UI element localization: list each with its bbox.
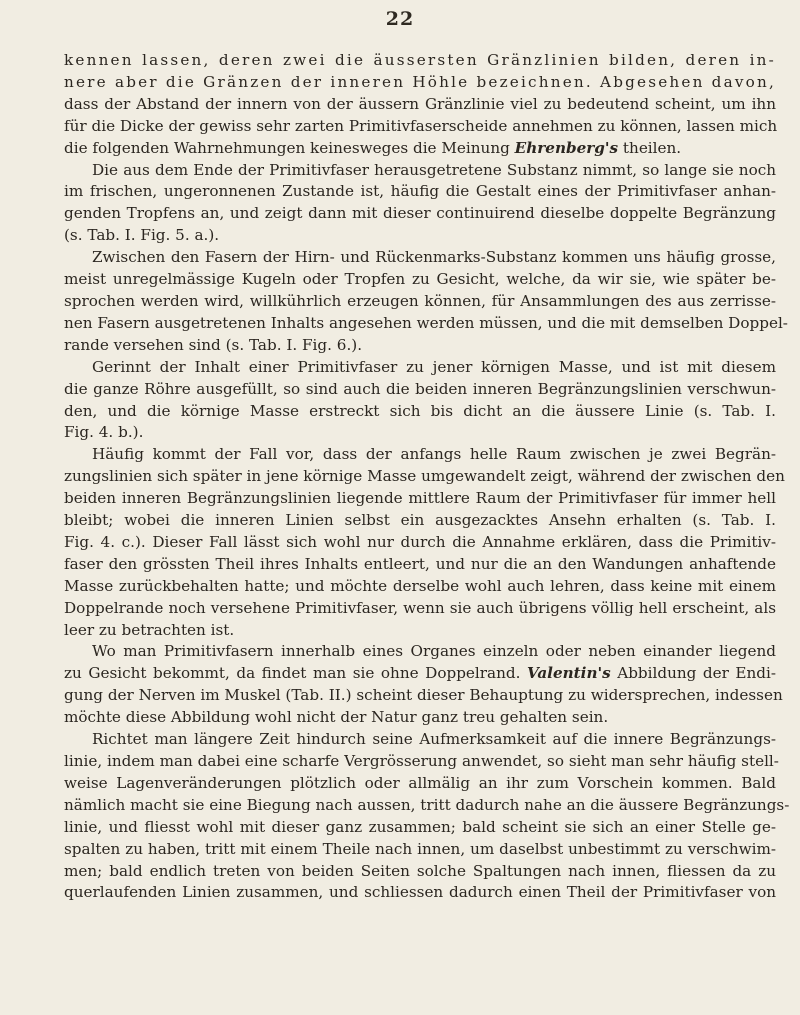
text-line: gung der Nerven im Muskel (Tab. II.) scheint dieser Behauptung zu widersprechen, indessen [64,686,783,705]
text-line: querlaufenden Linien zusammen, und schliessen dadurch einen Theil der Primitivfaser von [64,883,776,902]
text-line: nämlich macht sie eine Biegung nach aussen, tritt dadurch nahe an die äussere Begränzungs- [64,795,790,814]
text-line: sprochen werden wird, willkührlich erzeugen können, für Ansammlungen des aus zerrisse- [64,291,776,310]
text-line: men; bald endlich treten von beiden Seiten solche Spaltungen nach innen, fliessen da zu [64,861,776,880]
text-line: den, und die körnige Masse erstreckt sich bis dicht an die äussere Linie (s. Tab. I. [64,401,776,420]
text-line: genden Tropfens an, und zeigt dann mit dieser continuirend dieselbe doppelte Begränzung [64,204,776,223]
text-line: Masse zurückbehalten hatte; und möchte derselbe wohl auch lehren, dass keine mit einem [64,576,776,595]
text-line: Zwischen den Fasern der Hirn- und Rückenmarks-Substanz kommen uns häufig grosse, [92,248,776,267]
text-segment: die folgenden Wahrnehmungen keinesweges die Meinung [64,138,515,157]
text-segment: Abbildung der Endi- [610,664,776,683]
text-line: dass der Abstand der innern von der äussern Gränzlinie viel zu bedeutend scheint, um ihn [64,94,776,113]
text-line: faser den grössten Theil ihres Inhalts entleert, und nur die an den Wandungen anhaftende [64,554,776,573]
text-line: bleibt; wobei die inneren Linien selbst ein ausgezacktes Ansehn erhalten (s. Tab. I. [64,511,776,530]
text-line: Die aus dem Ende der Primitivfaser herausgetretene Substanz nimmt, so lange sie noch [92,160,776,179]
text-line: die ganze Röhre ausgefüllt, so sind auch die beiden inneren Begränzungslinien verschwun- [64,379,776,398]
text-line: linie, und fliesst wohl mit dieser ganz zusammen; bald scheint sie sich an einer Stelle ge- [64,817,776,836]
text-line: Wo man Primitivfasern innerhalb eines Organes einzeln oder neben einander liegend [92,642,776,661]
text-line: Fig. 4. c.). Dieser Fall lässt sich wohl nur durch die Annahme erklären, dass die Primitiv- [64,532,776,551]
text-line: zungslinien sich später in jene körnige Masse umgewandelt zeigt, während der zwischen den [64,467,785,486]
text-segment: theilen. [618,138,682,157]
text-line: nere aber die Gränzen der inneren Höhle bezeichnen. Abgesehen davon, [64,72,776,91]
text-line: beiden inneren Begränzungslinien liegende mittlere Raum der Primitivfaser für immer hell [64,489,776,508]
body-text [64,50,790,904]
text-line: weise Lagenveränderungen plötzlich oder allmälig an ihr zum Vorschein kommen. Bald [64,773,776,792]
text-line: spalten zu haben, tritt mit einem Theile nach innen, um daselbst unbestimmt zu verschwim- [64,839,776,858]
text-line: für die Dicke der gewiss sehr zarten Primitivfaserscheide annehmen zu können, lassen mich [64,116,778,135]
text-line [64,663,776,685]
text-line [64,138,776,160]
text-line: Fig. 4. b.). [64,423,144,442]
text-segment: zu Gesicht bekommt, da findet man sie ohne Doppelrand. [64,664,527,683]
text-line: rande versehen sind (s. Tab. I. Fig. 6.). [64,335,363,354]
emphasized-name: Ehrenberg's [514,138,619,157]
text-line: kennen lassen, deren zwei die äussersten Gränzlinien bilden, deren in- [64,51,776,69]
text-line: Gerinnt der Inhalt einer Primitivfaser zu jener körnigen Masse, und ist mit diesem [92,357,776,376]
emphasized-name: Valentin's [526,664,611,683]
text-line: linie, indem man dabei eine scharfe Vergrösserung anwendet, so sieht man sehr häufig stell- [64,752,779,770]
text-line: Richtet man längere Zeit hindurch seine Aufmerksamkeit auf die innere Begränzungs- [92,730,776,749]
text-line: meist unregelmässige Kugeln oder Tropfen zu Gesicht, welche, da wir sie, wie später be- [64,270,776,289]
text-line: im frischen, ungeronnenen Zustande ist, häufig die Gestalt eines der Primitivfaser anhan- [64,182,776,201]
text-line: leer zu betrachten ist. [64,620,235,639]
text-line: Doppelrande noch versehene Primitivfaser, wenn sie auch übrigens völlig hell erscheint, als [64,598,776,617]
page-number: 22 [385,8,415,30]
text-line: (s. Tab. I. Fig. 5. a.). [64,226,220,245]
text-line: Häufig kommt der Fall vor, dass der anfangs helle Raum zwischen je zwei Begrän- [92,445,776,464]
text-line: nen Fasern ausgetretenen Inhalts angesehen werden müssen, und die mit demselben Doppel- [64,313,788,332]
text-line: möchte diese Abbildung wohl nicht der Natur ganz treu gehalten sein. [64,708,609,727]
